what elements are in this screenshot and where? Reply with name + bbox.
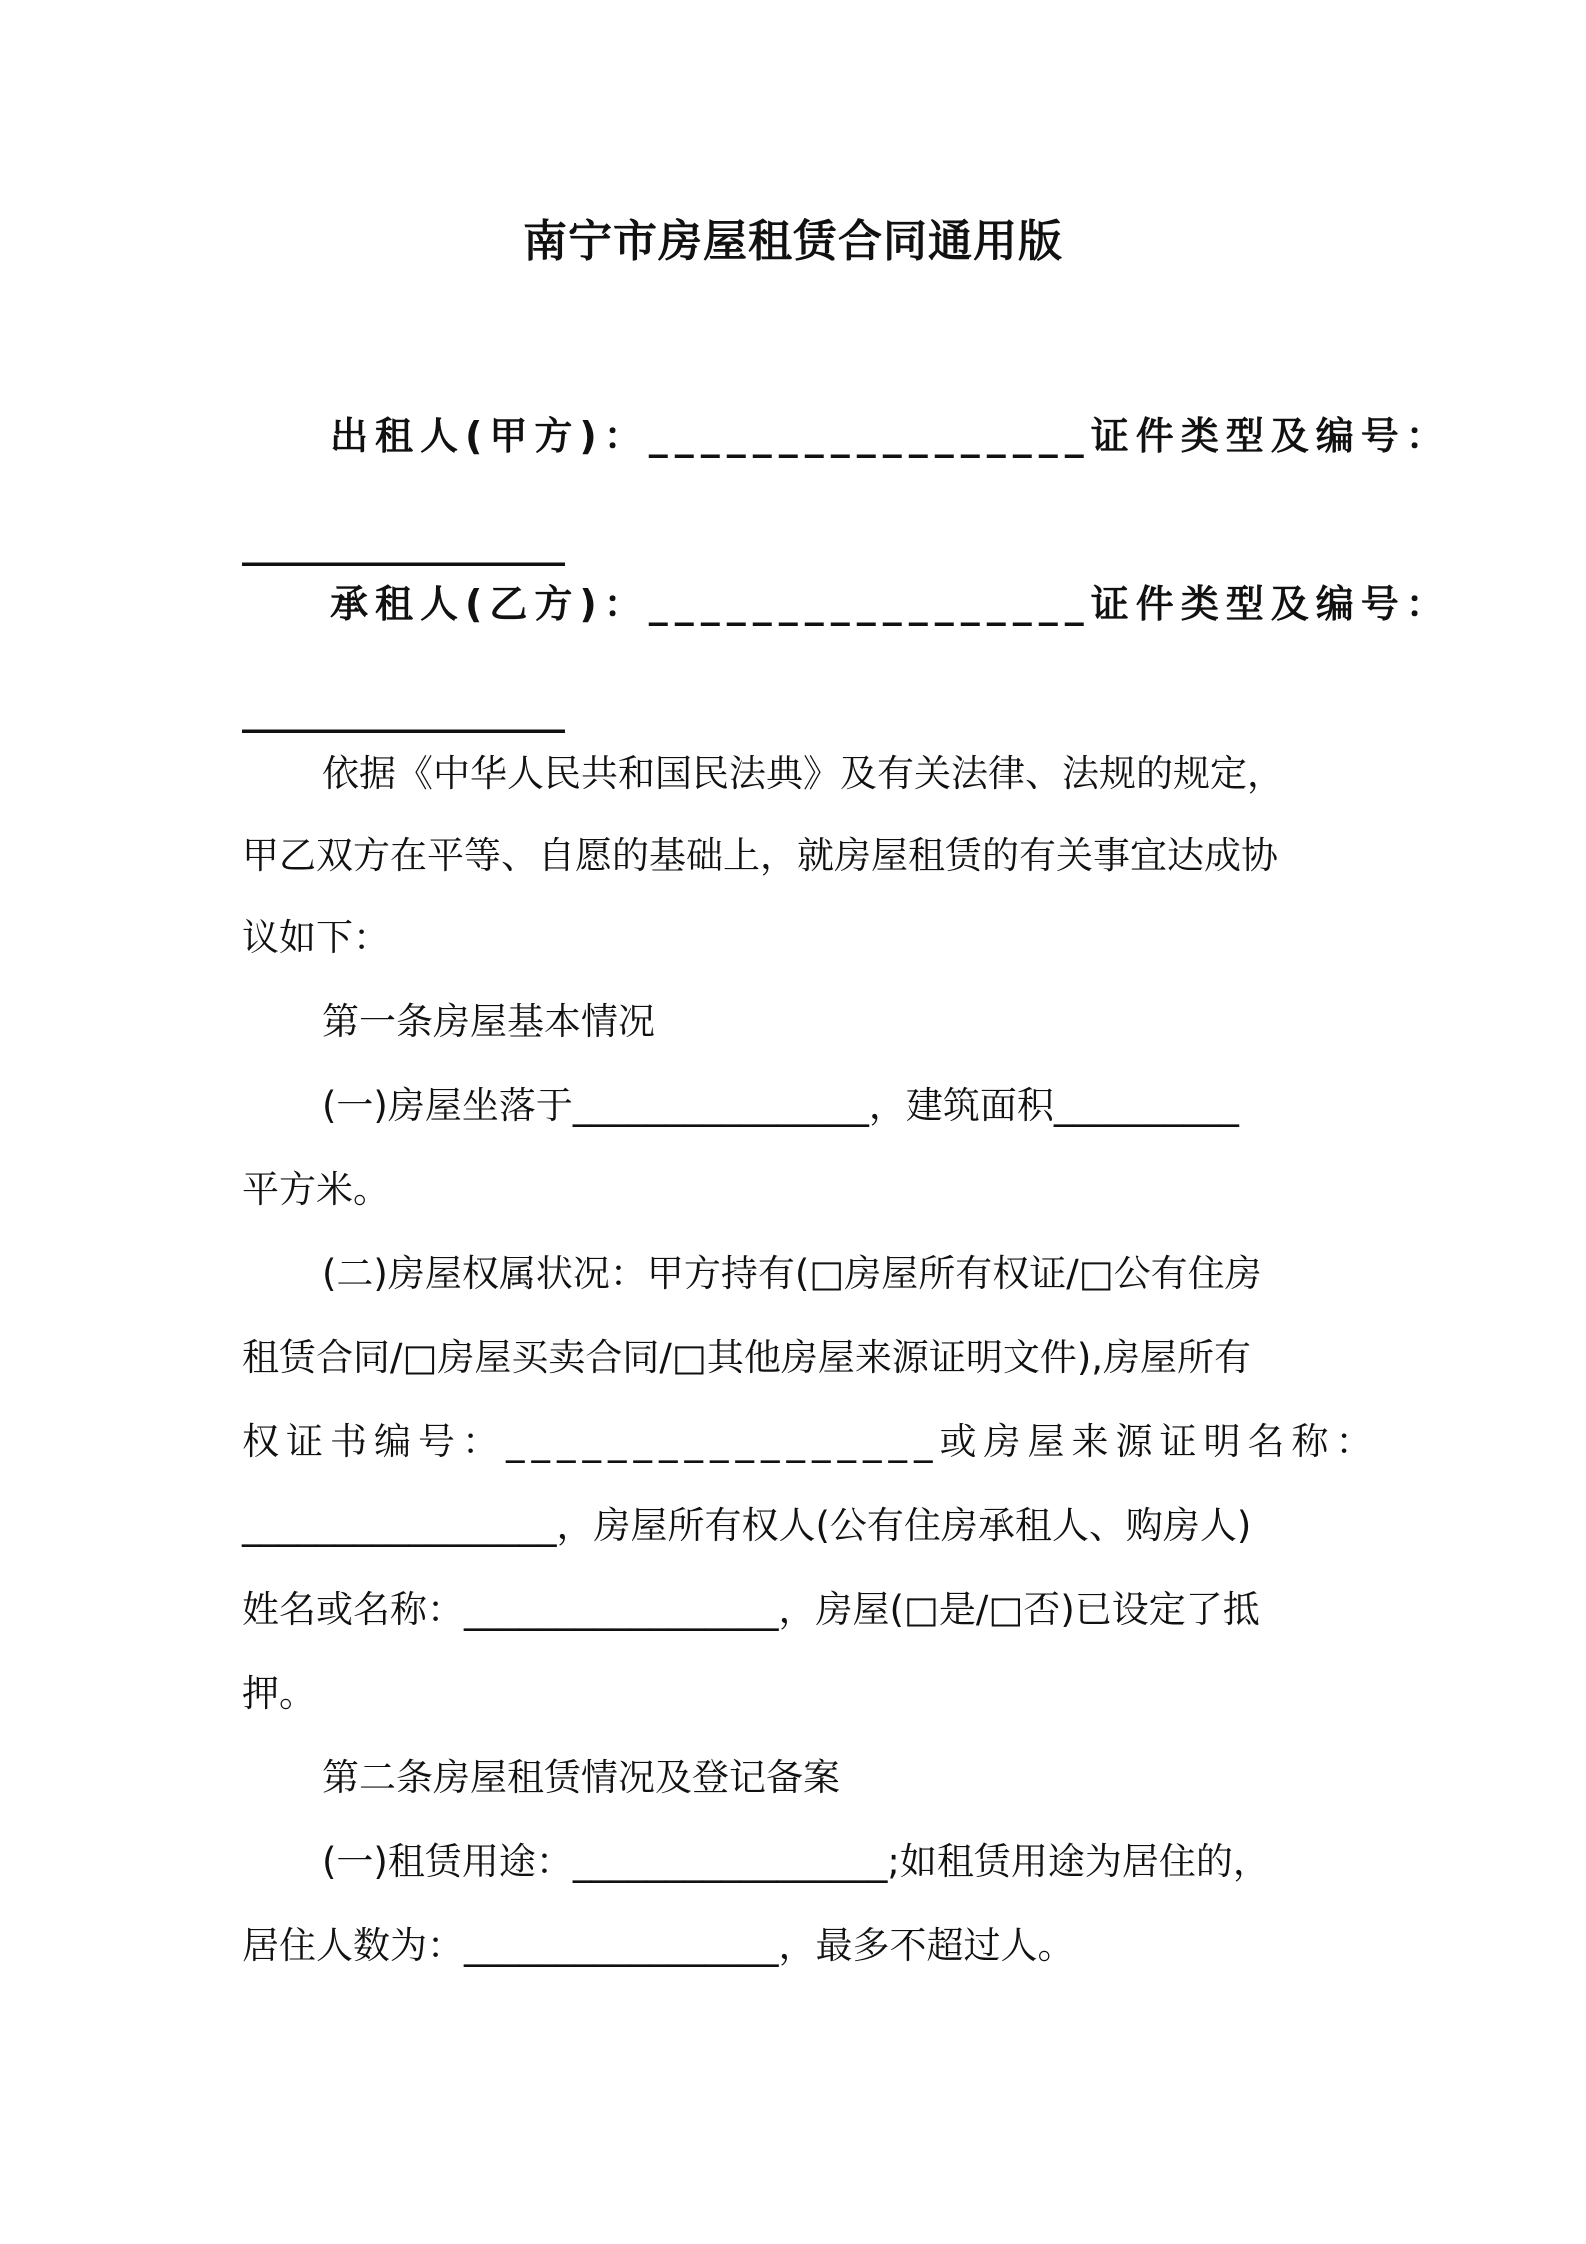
article-one-heading: 第一条房屋基本情况 bbox=[322, 1000, 655, 1043]
preamble-line-3: 议如下： bbox=[242, 916, 390, 959]
preamble-line-2: 甲乙双方在平等、自愿的基础上，就房屋租赁的有关事宜达成协 bbox=[242, 834, 1278, 877]
article-one-item-1-line-2: 平方米。 bbox=[242, 1168, 390, 1211]
article-two-item-1-line-2: 居住人数为：_________________，最多不超过人。 bbox=[242, 1924, 1075, 1967]
lessor-line: 出租人(甲方)：_________________证件类型及编号： bbox=[330, 414, 1451, 458]
article-one-item-2-line-6: 押。 bbox=[242, 1672, 316, 1715]
article-two-item-1-line-1: (一)租赁用途：_________________;如租赁用途为居住的， bbox=[322, 1840, 1270, 1883]
article-one-item-2-line-5: 姓名或名称：_________________，房屋(□是/□否)已设定了抵 bbox=[242, 1588, 1260, 1631]
lessee-id-blank: _________________ bbox=[242, 689, 565, 733]
document-title: 南宁市房屋租赁合同通用版 bbox=[523, 216, 1063, 267]
article-two-heading: 第二条房屋租赁情况及登记备案 bbox=[322, 1756, 840, 1799]
lessor-id-blank: _________________ bbox=[242, 522, 565, 566]
article-one-item-2-line-2: 租赁合同/□房屋买卖合同/□其他房屋来源证明文件),房屋所有 bbox=[242, 1336, 1252, 1379]
article-one-item-2-line-4: _________________，房屋所有权人(公有住房承租人、购房人) bbox=[242, 1504, 1252, 1547]
lessee-line: 承租人(乙方)：_________________证件类型及编号： bbox=[330, 582, 1451, 626]
article-one-item-1-line-1: (一)房屋坐落于________________，建筑面积__________ bbox=[322, 1084, 1239, 1127]
preamble-line-1: 依据《中华人民共和国民法典》及有关法律、法规的规定， bbox=[322, 752, 1284, 795]
article-one-item-2-line-3: 权证书编号：_________________或房屋来源证明名称： bbox=[242, 1420, 1380, 1463]
article-one-item-2-line-1: (二)房屋权属状况：甲方持有(□房屋所有权证/□公有住房 bbox=[322, 1252, 1262, 1295]
